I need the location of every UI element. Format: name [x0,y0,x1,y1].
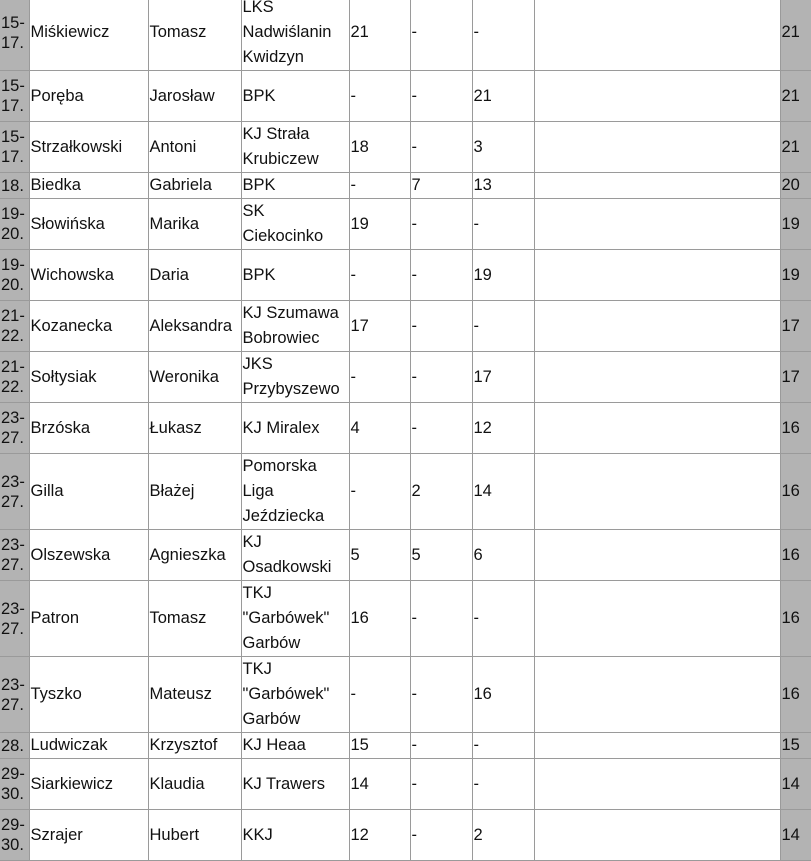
round-2-points-cell: - [410,352,472,403]
round-2-points-cell: - [410,581,472,657]
place-cell: 19- 20. [0,250,29,301]
round-3-points-cell: 6 [472,530,534,581]
round-1-points-cell: 12 [349,810,410,861]
surname-cell: Siarkiewicz [29,759,148,810]
place-cell: 23- 27. [0,581,29,657]
empty-cell [534,0,780,71]
empty-cell [534,71,780,122]
club-cell: KJ Miralex [241,403,349,454]
place-cell: 23- 27. [0,657,29,733]
first-name-cell: Daria [148,250,241,301]
place-cell: 23- 27. [0,403,29,454]
round-1-points-cell: 19 [349,199,410,250]
place-cell: 15- 17. [0,0,29,71]
round-3-points-cell: 3 [472,122,534,173]
first-name-cell: Jarosław [148,71,241,122]
round-3-points-cell: - [472,301,534,352]
round-1-points-cell: 17 [349,301,410,352]
club-cell: KJ Strała Krubiczew [241,122,349,173]
empty-cell [534,454,780,530]
empty-cell [534,250,780,301]
total-points-cell: 16 [780,530,811,581]
club-cell: TKJ "Garbówek" Garbów [241,657,349,733]
round-1-points-cell: - [349,454,410,530]
round-1-points-cell: - [349,352,410,403]
total-points-cell: 16 [780,657,811,733]
table-row [0,403,811,454]
round-2-points-cell: - [410,250,472,301]
round-2-points-cell: - [410,810,472,861]
empty-cell [534,810,780,861]
place-cell: 28. [0,733,29,759]
total-points-cell: 16 [780,454,811,530]
club-cell: BPK [241,173,349,199]
place-cell: 29- 30. [0,759,29,810]
first-name-cell: Klaudia [148,759,241,810]
surname-cell: Miśkiewicz [29,0,148,71]
round-2-points-cell: 7 [410,173,472,199]
total-points-cell: 14 [780,810,811,861]
surname-cell: Biedka [29,173,148,199]
place-cell: 23- 27. [0,530,29,581]
round-1-points-cell: - [349,71,410,122]
round-1-points-cell: - [349,250,410,301]
table-row [0,759,811,810]
round-2-points-cell: - [410,122,472,173]
round-3-points-cell: - [472,759,534,810]
first-name-cell: Marika [148,199,241,250]
empty-cell [534,199,780,250]
place-cell: 15- 17. [0,71,29,122]
total-points-cell: 16 [780,403,811,454]
round-3-points-cell: 12 [472,403,534,454]
place-cell: 21- 22. [0,301,29,352]
surname-cell: Kozanecka [29,301,148,352]
empty-cell [534,733,780,759]
first-name-cell: Tomasz [148,0,241,71]
empty-cell [534,657,780,733]
surname-cell: Ludwiczak [29,733,148,759]
round-3-points-cell: 2 [472,810,534,861]
surname-cell: Patron [29,581,148,657]
first-name-cell: Mateusz [148,657,241,733]
empty-cell [534,759,780,810]
round-2-points-cell: - [410,403,472,454]
total-points-cell: 21 [780,0,811,71]
first-name-cell: Agnieszka [148,530,241,581]
club-cell: SK Ciekocinko [241,199,349,250]
club-cell: KJ Heaa [241,733,349,759]
empty-cell [534,403,780,454]
surname-cell: Wichowska [29,250,148,301]
place-cell: 15- 17. [0,122,29,173]
total-points-cell: 19 [780,250,811,301]
round-3-points-cell: 14 [472,454,534,530]
round-2-points-cell: - [410,657,472,733]
table-row [0,122,811,173]
total-points-cell: 16 [780,581,811,657]
first-name-cell: Łukasz [148,403,241,454]
round-1-points-cell: 14 [349,759,410,810]
surname-cell: Brzóska [29,403,148,454]
total-points-cell: 21 [780,122,811,173]
first-name-cell: Krzysztof [148,733,241,759]
table-row [0,733,811,759]
round-3-points-cell: 17 [472,352,534,403]
round-3-points-cell: 21 [472,71,534,122]
surname-cell: Olszewska [29,530,148,581]
round-1-points-cell: - [349,173,410,199]
place-cell: 18. [0,173,29,199]
total-points-cell: 19 [780,199,811,250]
club-cell: JKS Przybyszewo [241,352,349,403]
table-row [0,301,811,352]
surname-cell: Strzałkowski [29,122,148,173]
round-2-points-cell: - [410,199,472,250]
club-cell: Pomorska Liga Jeździecka [241,454,349,530]
first-name-cell: Aleksandra [148,301,241,352]
first-name-cell: Błażej [148,454,241,530]
empty-cell [534,301,780,352]
first-name-cell: Hubert [148,810,241,861]
total-points-cell: 15 [780,733,811,759]
round-3-points-cell: 16 [472,657,534,733]
club-cell: TKJ "Garbówek" Garbów [241,581,349,657]
table-row [0,581,811,657]
round-2-points-cell: - [410,301,472,352]
round-3-points-cell: 13 [472,173,534,199]
first-name-cell: Weronika [148,352,241,403]
round-2-points-cell: - [410,733,472,759]
total-points-cell: 17 [780,352,811,403]
round-3-points-cell: - [472,0,534,71]
round-1-points-cell: 15 [349,733,410,759]
empty-cell [534,173,780,199]
place-cell: 29- 30. [0,810,29,861]
table-row [0,173,811,199]
round-1-points-cell: 16 [349,581,410,657]
first-name-cell: Antoni [148,122,241,173]
total-points-cell: 21 [780,71,811,122]
surname-cell: Poręba [29,71,148,122]
round-1-points-cell: 5 [349,530,410,581]
table-row [0,71,811,122]
place-cell: 19- 20. [0,199,29,250]
place-cell: 23- 27. [0,454,29,530]
club-cell: KJ Trawers [241,759,349,810]
surname-cell: Szrajer [29,810,148,861]
first-name-cell: Tomasz [148,581,241,657]
round-2-points-cell: 5 [410,530,472,581]
round-3-points-cell: - [472,199,534,250]
table-row [0,810,811,861]
place-cell: 21- 22. [0,352,29,403]
round-1-points-cell: 21 [349,0,410,71]
club-cell: BPK [241,71,349,122]
round-3-points-cell: - [472,733,534,759]
round-1-points-cell: 4 [349,403,410,454]
round-1-points-cell: 18 [349,122,410,173]
club-cell: KJ Szumawa Bobrowiec [241,301,349,352]
empty-cell [534,530,780,581]
table-row [0,250,811,301]
empty-cell [534,122,780,173]
round-2-points-cell: - [410,71,472,122]
round-2-points-cell: - [410,0,472,71]
table-row [0,352,811,403]
total-points-cell: 20 [780,173,811,199]
table-row [0,454,811,530]
surname-cell: Sołtysiak [29,352,148,403]
round-3-points-cell: - [472,581,534,657]
club-cell: LKS Nadwiślanin Kwidzyn [241,0,349,71]
empty-cell [534,352,780,403]
surname-cell: Gilla [29,454,148,530]
total-points-cell: 14 [780,759,811,810]
club-cell: BPK [241,250,349,301]
empty-cell [534,581,780,657]
table-row [0,199,811,250]
table-row [0,0,811,71]
round-2-points-cell: 2 [410,454,472,530]
club-cell: KKJ [241,810,349,861]
table-row [0,657,811,733]
round-3-points-cell: 19 [472,250,534,301]
total-points-cell: 17 [780,301,811,352]
first-name-cell: Gabriela [148,173,241,199]
surname-cell: Słowińska [29,199,148,250]
round-1-points-cell: - [349,657,410,733]
surname-cell: Tyszko [29,657,148,733]
table-row [0,530,811,581]
club-cell: KJ Osadkowski [241,530,349,581]
round-2-points-cell: - [410,759,472,810]
